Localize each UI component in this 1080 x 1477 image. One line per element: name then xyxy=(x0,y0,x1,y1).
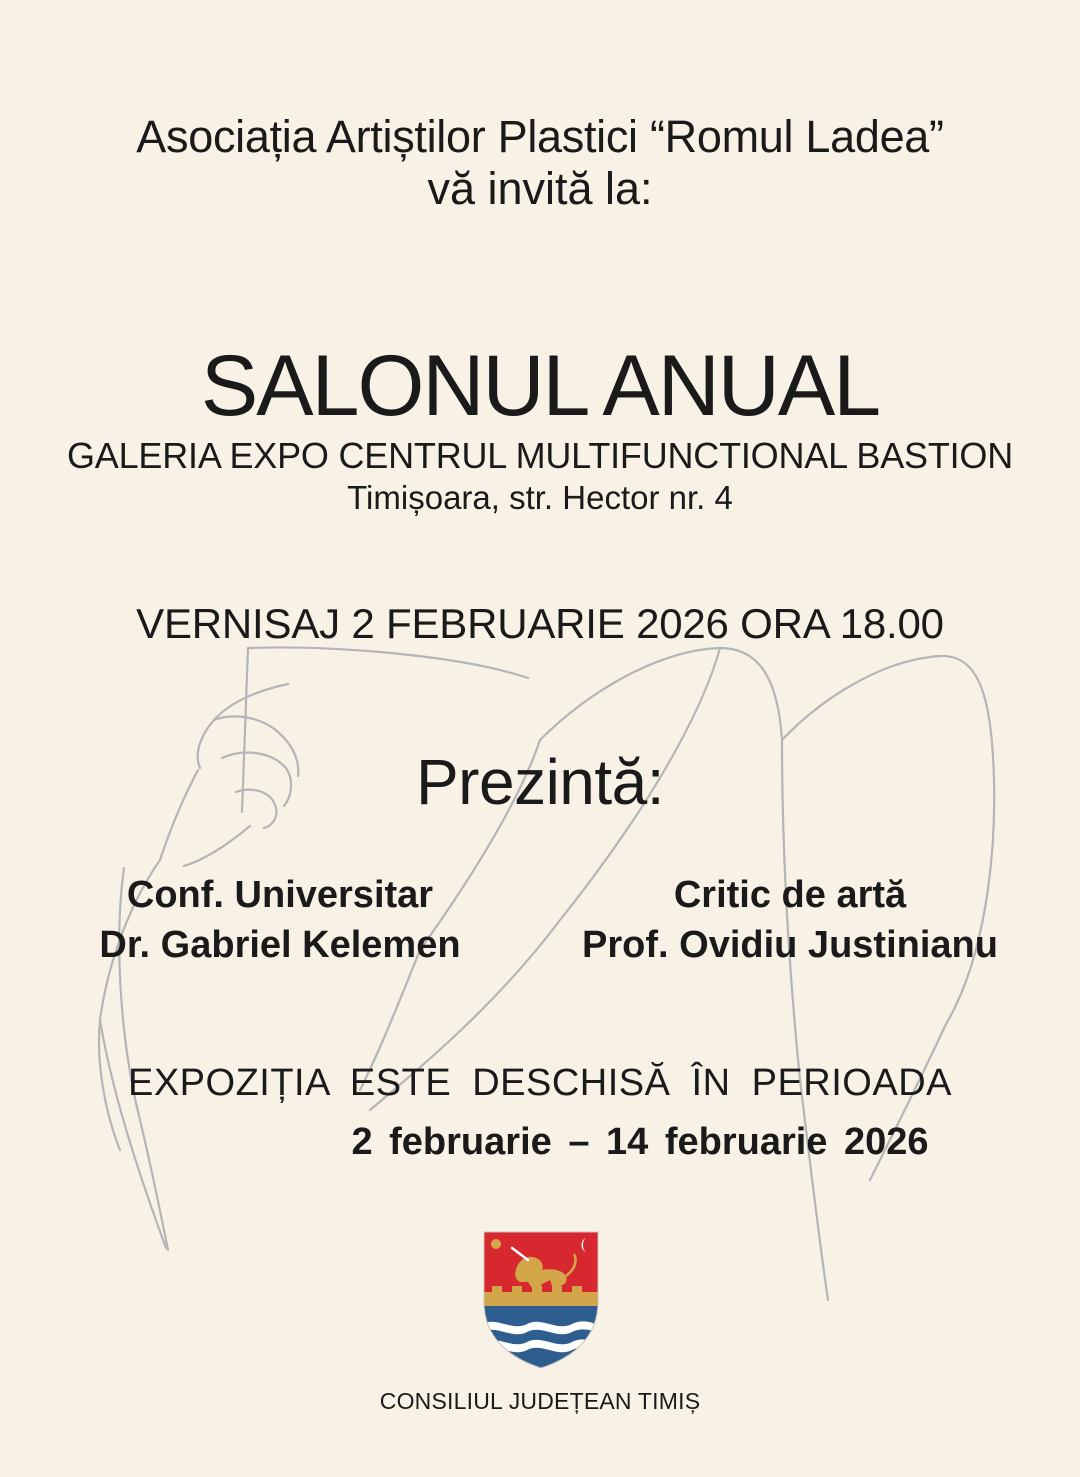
presenter-name: Dr. Gabriel Kelemen xyxy=(99,924,461,966)
event-title: SALONUL ANUAL xyxy=(200,338,880,434)
presenter-name: Prof. Ovidiu Justinianu xyxy=(582,924,998,966)
exhibition-dates: 2 februarie – 14 februarie 2026 xyxy=(351,1121,929,1163)
vernisaj-date: VERNISAJ 2 FEBRUARIE 2026 ORA 18.00 xyxy=(136,600,944,647)
presenter-role: Conf. Universitar xyxy=(126,874,434,916)
presenter-left xyxy=(40,870,520,970)
presenter-role: Critic de artă xyxy=(673,874,907,916)
presenter-right xyxy=(540,870,1040,970)
council-name: CONSILIUL JUDEȚEAN TIMIȘ xyxy=(379,1388,701,1414)
invite-text: vă invită la: xyxy=(427,163,653,214)
venue-name: GALERIA EXPO CENTRUL MULTIFUNCTIONAL BASTION xyxy=(66,435,1014,476)
coat-of-arms-icon xyxy=(482,1230,600,1370)
presents-heading: Prezintă: xyxy=(415,746,665,818)
organization-name: Asociația Artiștilor Plastici “Romul Ladea” xyxy=(136,111,944,162)
exhibition-period-label: EXPOZIȚIA ESTE DESCHISĂ ÎN PERIOADA xyxy=(127,1062,952,1104)
venue-address: Timișoara, str. Hector nr. 4 xyxy=(347,479,733,516)
